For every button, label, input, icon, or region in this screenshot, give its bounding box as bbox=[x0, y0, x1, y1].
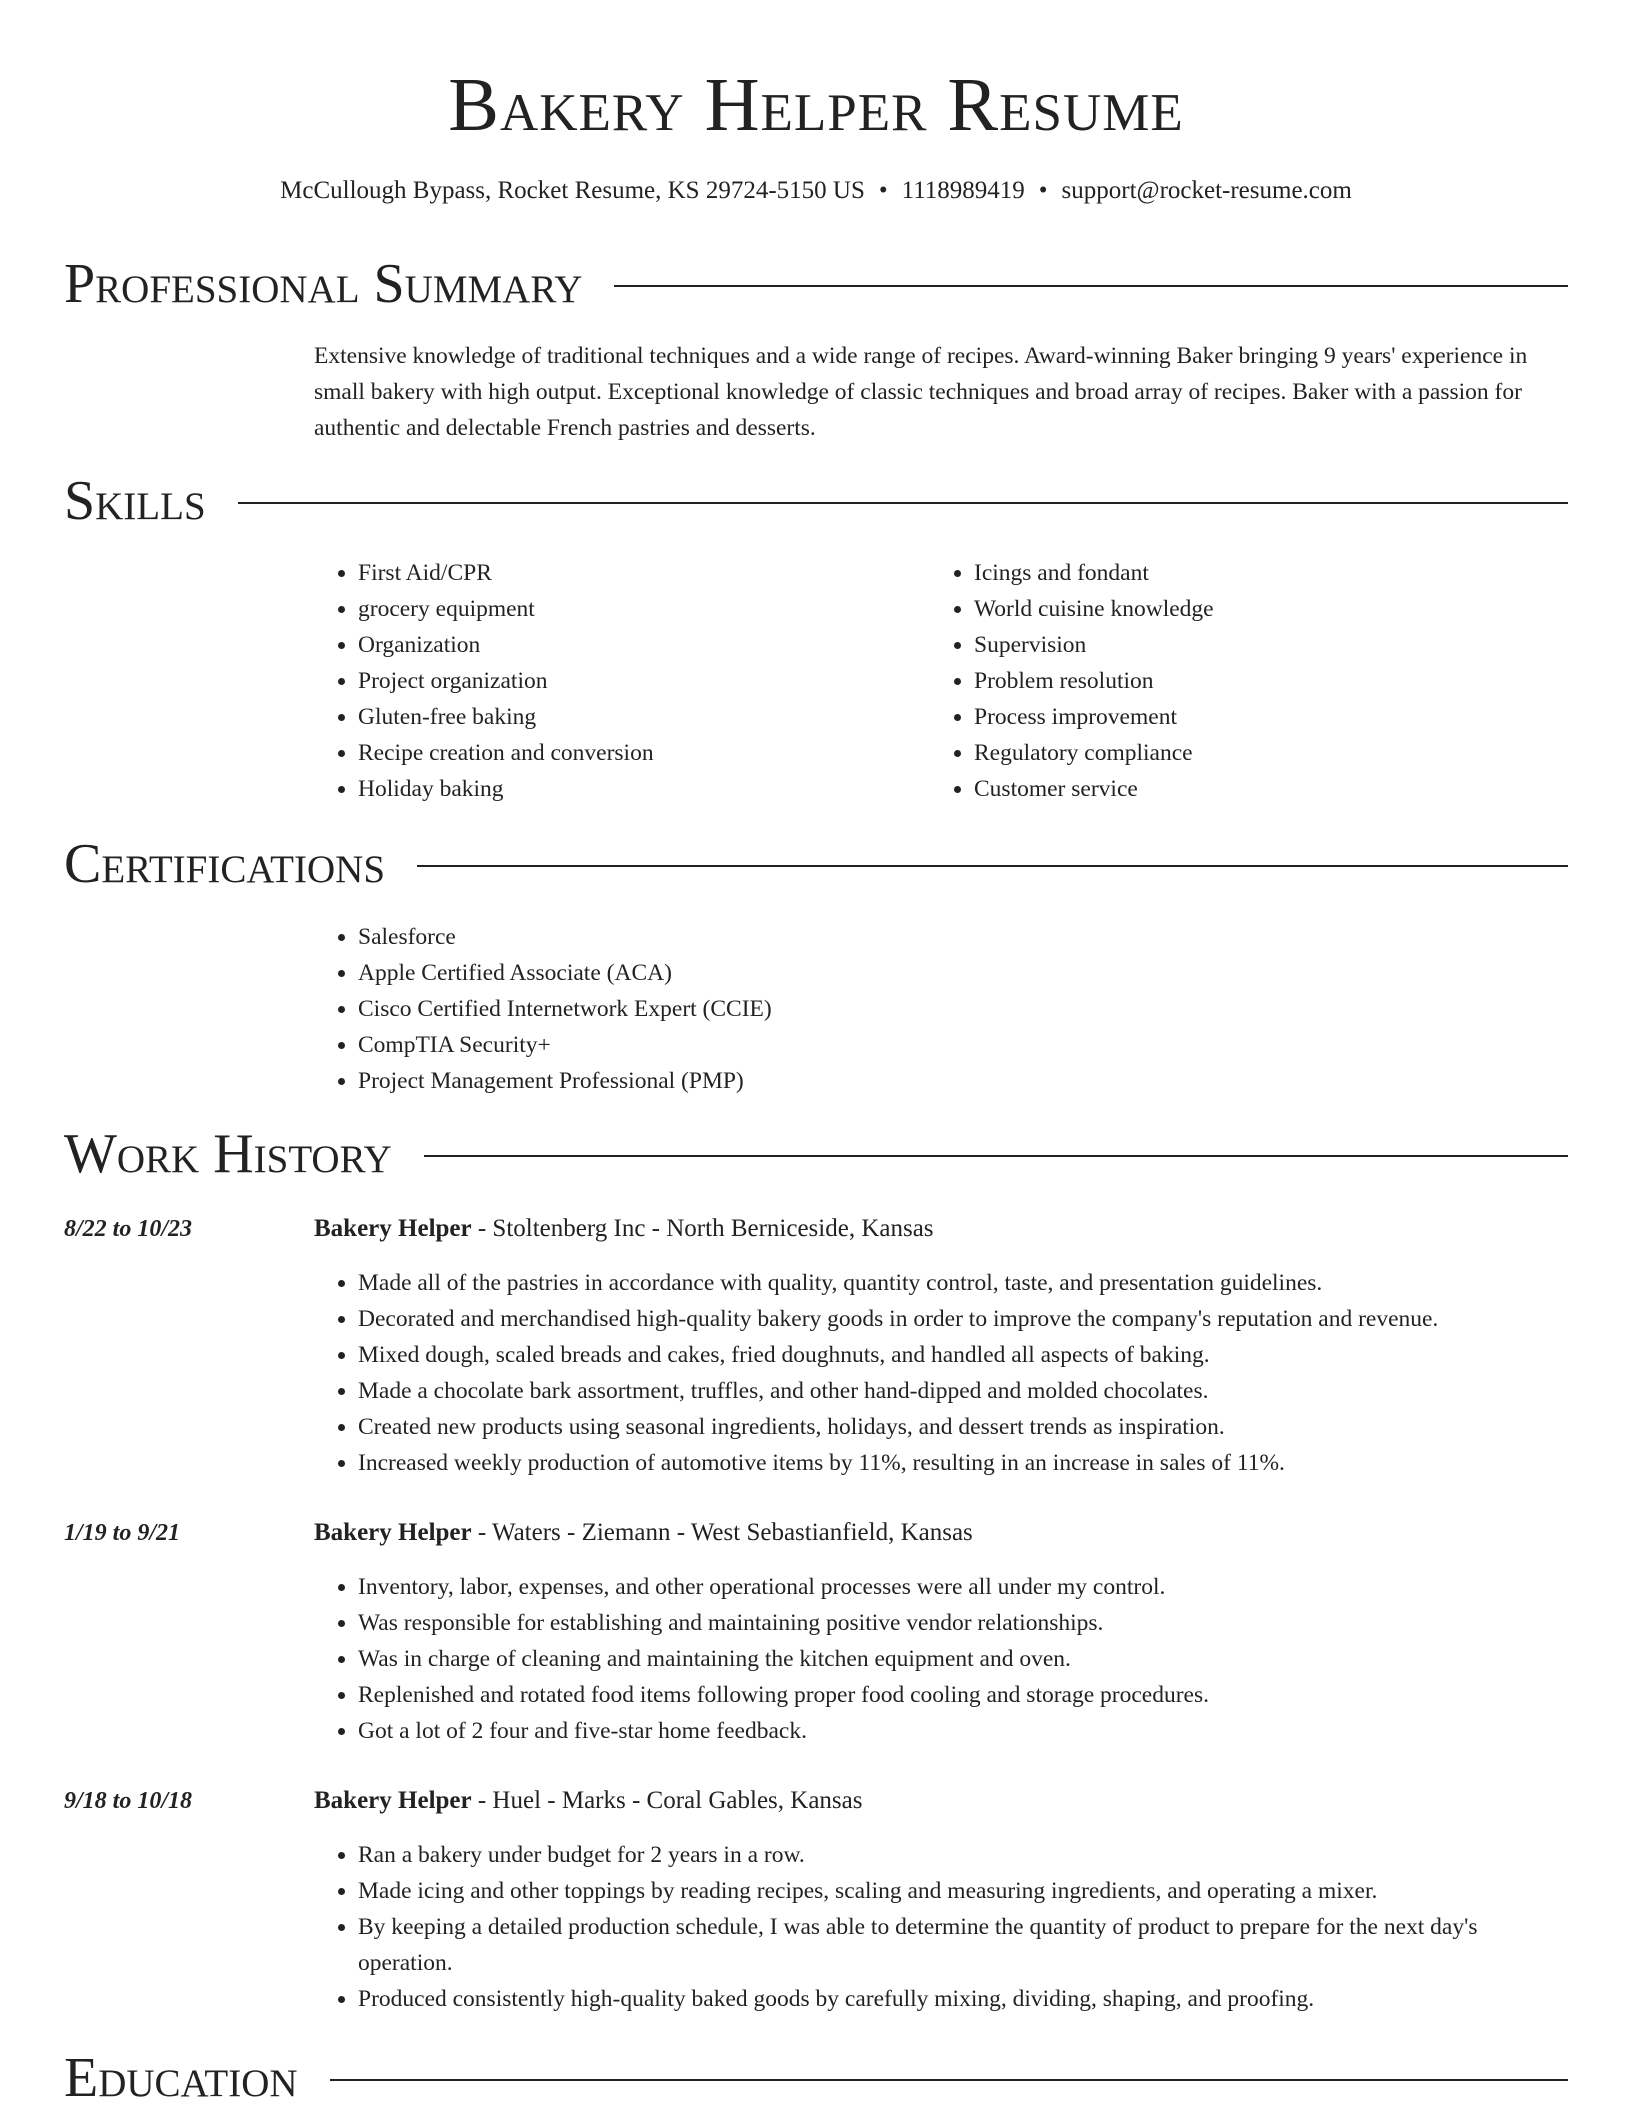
skills-column-left bbox=[314, 555, 914, 807]
section-divider bbox=[238, 502, 1568, 504]
resume-title: Bakery Helper Resume bbox=[448, 63, 1184, 147]
section-title-education: Education bbox=[64, 2047, 298, 2109]
section-divider bbox=[614, 285, 1568, 287]
job-dates: 9/18 to 10/18 bbox=[64, 1788, 193, 1814]
section-header-certifications bbox=[64, 832, 1568, 896]
section-header-skills bbox=[64, 469, 1568, 533]
job-duty-item: • Was responsible for establishing and maintaining positive vendor relationships. bbox=[358, 1605, 1568, 1641]
skill-item: • Gluten-free baking bbox=[358, 699, 914, 735]
job-duties-list bbox=[314, 1265, 1568, 1481]
skill-item: • grocery equipment bbox=[358, 591, 914, 627]
job-duty-item: • Was in charge of cleaning and maintaining the kitchen equipment and oven. bbox=[358, 1641, 1568, 1677]
certification-item: • Cisco Certified Internetwork Expert (CCIE) bbox=[358, 991, 1564, 1027]
job-duty-item: • Produced consistently high-quality baked goods by carefully mixing, dividing, shaping, and proofing. bbox=[358, 1981, 1568, 2017]
section-title-skills: Skills bbox=[64, 470, 206, 532]
job-duties bbox=[314, 1265, 1568, 1481]
job-duties bbox=[314, 1569, 1568, 1749]
job-duty-item: • Increased weekly production of automotive items by 11%, resulting in an increase in sales of 11%. bbox=[358, 1445, 1568, 1481]
job-duty-item: • Mixed dough, scaled breads and cakes, fried doughnuts, and handled all aspects of baking. bbox=[358, 1337, 1568, 1373]
section-header-work-history bbox=[64, 1122, 1568, 1186]
job-duty-item: • Decorated and merchandised high-quality bakery goods in order to improve the company's reputation and revenue. bbox=[358, 1301, 1568, 1337]
skill-item: • Problem resolution bbox=[974, 663, 1570, 699]
job-duty-item: • Made a chocolate bark assortment, truffles, and other hand-dipped and molded chocolates. bbox=[358, 1373, 1568, 1409]
skill-item: • Customer service bbox=[974, 771, 1570, 807]
certification-item: • Salesforce bbox=[358, 919, 1564, 955]
certification-item: • Project Management Professional (PMP) bbox=[358, 1063, 1564, 1099]
skill-item: • Holiday baking bbox=[358, 771, 914, 807]
skill-item: • Supervision bbox=[974, 627, 1570, 663]
skill-item: • Project organization bbox=[358, 663, 914, 699]
section-title-certifications: Certifications bbox=[64, 833, 386, 895]
skill-item: • Organization bbox=[358, 627, 914, 663]
skills-column-right bbox=[930, 555, 1570, 807]
job-employer-location: - Huel - Marks - Coral Gables, Kansas bbox=[471, 1787, 863, 1814]
job-heading bbox=[314, 1212, 934, 1246]
job-dates: 8/22 to 10/23 bbox=[64, 1216, 193, 1242]
contact-address: McCullough Bypass, Rocket Resume, KS 29724-5150 US bbox=[280, 177, 865, 204]
skill-item: • Icings and fondant bbox=[974, 555, 1570, 591]
section-divider bbox=[417, 865, 1568, 867]
job-duties-list bbox=[314, 1569, 1568, 1749]
job-duties-list bbox=[314, 1837, 1568, 2017]
section-title-summary: Professional Summary bbox=[64, 253, 583, 315]
job-duty-item: • Replenished and rotated food items following proper food cooling and storage procedures. bbox=[358, 1677, 1568, 1713]
contact-phone: 1118989419 bbox=[901, 177, 1025, 204]
section-divider bbox=[330, 2079, 1568, 2081]
job-employer-location: - Waters - Ziemann - West Sebastianfield, Kansas bbox=[471, 1519, 973, 1546]
certifications-list bbox=[314, 919, 1564, 1099]
job-title: Bakery Helper bbox=[314, 1519, 472, 1546]
skill-item: • Process improvement bbox=[974, 699, 1570, 735]
skill-item: • Regulatory compliance bbox=[974, 735, 1570, 771]
skill-item: • Recipe creation and conversion bbox=[358, 735, 914, 771]
section-divider bbox=[424, 1155, 1568, 1157]
contact-separator: • bbox=[878, 177, 888, 204]
job-dates: 1/19 to 9/21 bbox=[64, 1520, 181, 1546]
certifications-block bbox=[314, 919, 1564, 1099]
job-title: Bakery Helper bbox=[314, 1787, 472, 1814]
contact-line bbox=[0, 174, 1632, 208]
skills-list-right bbox=[930, 555, 1570, 807]
certification-item: • CompTIA Security+ bbox=[358, 1027, 1564, 1063]
job-heading bbox=[314, 1784, 862, 1818]
skill-item: • First Aid/CPR bbox=[358, 555, 914, 591]
section-title-work-history: Work History bbox=[64, 1123, 392, 1185]
job-duty-item: • By keeping a detailed production schedule, I was able to determine the quantity of product to prepare for the next day's operation. bbox=[358, 1909, 1568, 1981]
job-duty-item: • Inventory, labor, expenses, and other operational processes were all under my control. bbox=[358, 1569, 1568, 1605]
job-duty-item: • Created new products using seasonal ingredients, holidays, and dessert trends as inspiration. bbox=[358, 1409, 1568, 1445]
summary-text: Extensive knowledge of traditional techniques and a wide range of recipes. Award-winning Baker bringing 9 years' experience in small bakery with high output. Exceptional knowledge of classic techniques and broad array of recipes. Baker with a passion for authentic and delectable French pastries and desserts. bbox=[314, 343, 1528, 441]
contact-email: support@rocket-resume.com bbox=[1061, 177, 1352, 204]
job-title: Bakery Helper bbox=[314, 1215, 472, 1242]
section-header-education bbox=[64, 2046, 1568, 2110]
job-duties bbox=[314, 1837, 1568, 2017]
job-duty-item: • Got a lot of 2 four and five-star home feedback. bbox=[358, 1713, 1568, 1749]
skills-list-left bbox=[314, 555, 914, 807]
certification-item: • Apple Certified Associate (ACA) bbox=[358, 955, 1564, 991]
job-employer-location: - Stoltenberg Inc - North Berniceside, Kansas bbox=[471, 1215, 934, 1242]
skill-item: • World cuisine knowledge bbox=[974, 591, 1570, 627]
section-header-summary bbox=[64, 252, 1568, 316]
job-duty-item: • Ran a bakery under budget for 2 years in a row. bbox=[358, 1837, 1568, 1873]
job-duty-item: • Made all of the pastries in accordance with quality, quantity control, taste, and presentation guidelines. bbox=[358, 1265, 1568, 1301]
contact-separator: • bbox=[1038, 177, 1048, 204]
job-duty-item: • Made icing and other toppings by reading recipes, scaling and measuring ingredients, and operating a mixer. bbox=[358, 1873, 1568, 1909]
job-heading bbox=[314, 1516, 973, 1550]
